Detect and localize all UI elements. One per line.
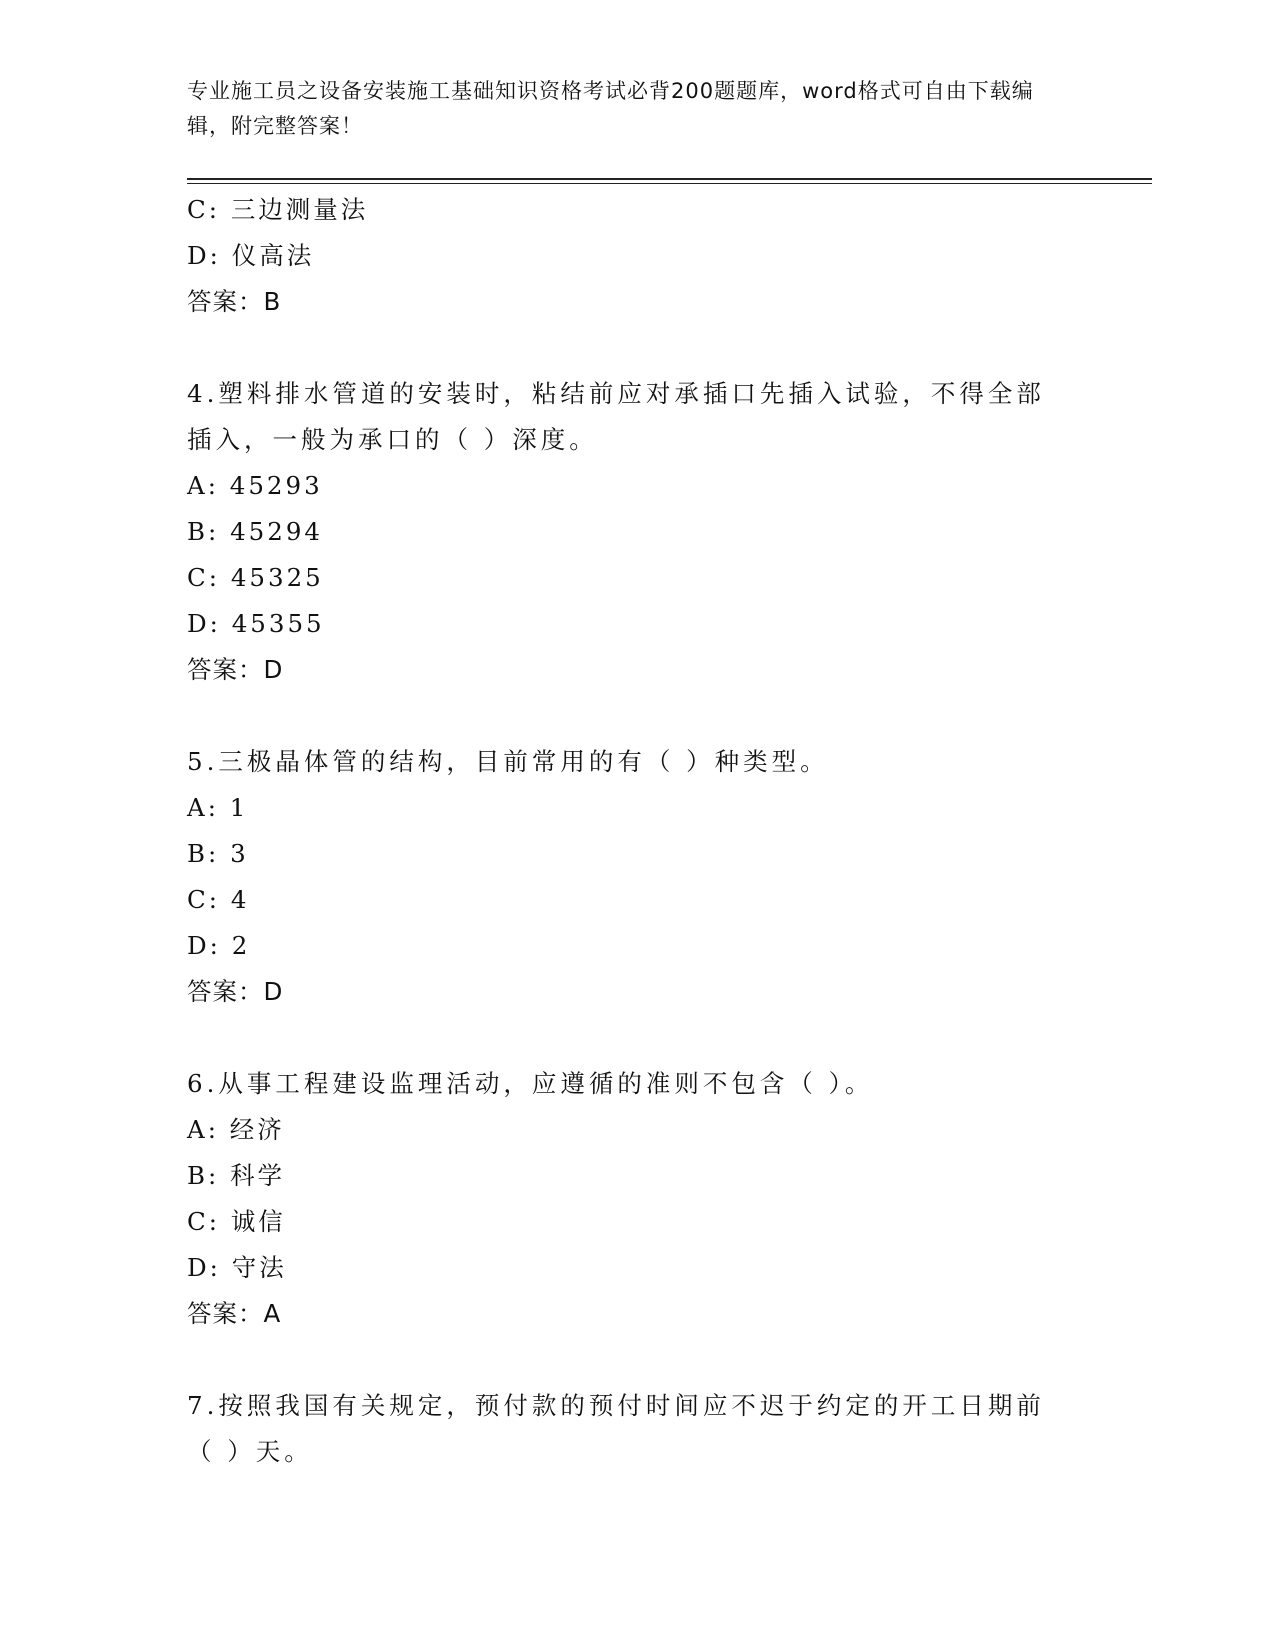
option-c: C: 4 [187,885,250,914]
answer: 答案：D [187,655,284,684]
question-text: 4.塑料排水管道的安装时，粘结前应对承插口先插入试验，不得全部插入，一般为承口的（ ）深度。 [187,379,1045,454]
answer: 答案：B [187,287,282,316]
question-text: 5.三极晶体管的结构，目前常用的有（ ）种类型。 [187,747,829,776]
question-3-tail [187,187,1087,325]
answer: 答案：D [187,977,284,1006]
header-divider-thin [187,183,1152,184]
question-6 [187,1061,1087,1337]
option-c: C: 45325 [187,563,324,592]
header-divider [187,178,1152,180]
option-d: D: 2 [187,931,251,960]
option-c: C: 三边测量法 [187,195,369,224]
option-b: B: 3 [187,839,249,868]
page-header: 专业施工员之设备安装施工基础知识资格考试必背200题题库，word格式可自由下载编辑，附完整答案！ [187,79,1034,138]
question-5 [187,739,1087,1015]
option-b: B: 科学 [187,1161,286,1190]
option-a: A: 45293 [187,471,323,500]
answer: 答案：A [187,1299,282,1328]
option-b: B: 45294 [187,517,324,546]
option-a: A: 经济 [187,1115,285,1144]
question-list [187,187,1087,1475]
question-7 [187,1383,1087,1475]
question-4 [187,371,1087,693]
option-d: D: 仪高法 [187,241,315,270]
question-text: 6.从事工程建设监理活动，应遵循的准则不包含（ ）。 [187,1069,874,1098]
option-d: D: 守法 [187,1253,287,1282]
option-a: A: 1 [187,793,249,822]
option-d: D: 45355 [187,609,325,638]
option-c: C: 诚信 [187,1207,286,1236]
question-text: 7.按照我国有关规定，预付款的预付时间应不迟于约定的开工日期前（ ）天。 [187,1391,1045,1466]
